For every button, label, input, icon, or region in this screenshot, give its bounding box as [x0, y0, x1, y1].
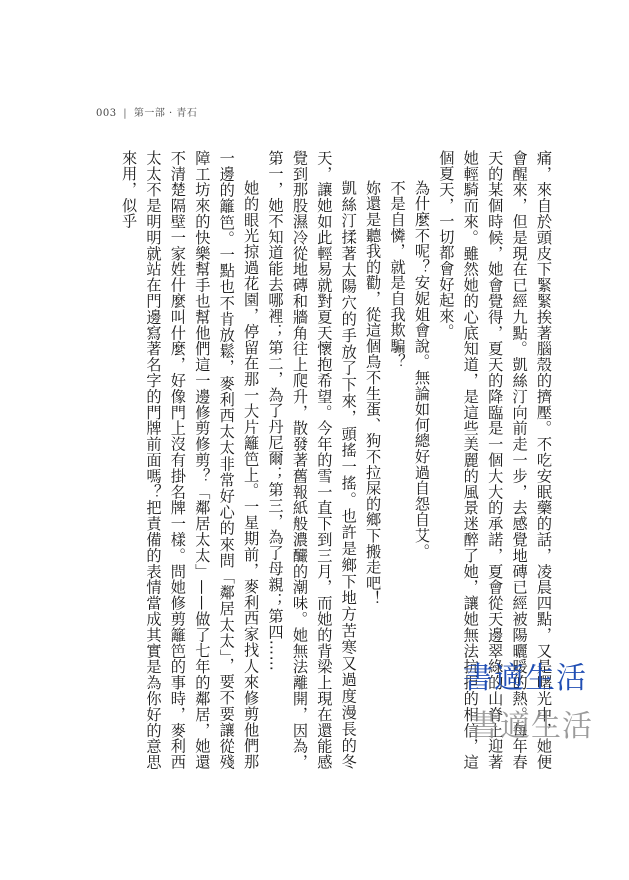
watermark-secondary: 書適生活: [469, 709, 593, 744]
chapter-title: 青石: [176, 108, 198, 119]
header-dot: ·: [169, 108, 173, 119]
header-separator: |: [123, 108, 128, 119]
part-title: 第一部: [133, 108, 166, 119]
paragraph-4: 妳還是聽我的勸，從這個鳥不生蛋、狗不拉屎的鄉下搬走吧！: [364, 180, 383, 607]
paragraph-3: 不是自憐，就是自我欺騙？: [388, 180, 407, 370]
watermark-primary: 書適生活: [463, 661, 587, 696]
page-number: 003: [96, 108, 117, 119]
paragraph-6: 她的眼光掠過花園，停留在那一大片籬笆上。一星期前，麥利西家找人來修剪他們那一邊的籬笆。一點也不肯放鬆，麥利西太太非常好心的來問「鄰居太太」，要不要讓從殘障工坊來的快樂幫手也幫他們這一邊修剪修剪？「鄰居太太」——做了七年的鄰居，她還不清楚隔壁一家姓什麼叫什麼，好像門上沒有掛名牌一樣。問她修剪籬笆的事時，麥利西太太不是明明就站在門邊寫著名字的門牌前面嗎？把責備的表情當成其實是為你好的意思來用，似乎: [120, 150, 261, 770]
paragraph-2: 為什麼不呢？安妮姐會說。無論如何總好過自怨自艾。: [412, 180, 431, 560]
running-header: [96, 104, 197, 119]
paragraph-5: 凱絲汀揉著太陽穴的手放了下來，頭搖一搖。也許是鄉下地方苦寒又過度漫長的冬天，讓她如此輕易就對夏天懷抱希望。今年的雪一直下到三月，而她的背梁上現在還能感覺到那股濕冷從地磚和牆角往上爬升，散發著舊報紙般濃釅的潮味。她無法離開，因為，第一，她不知道能去哪裡；第二，為了丹尼爾；第三，為了母親；第四……: [266, 150, 358, 770]
paragraph-1: 痛，來自於頭皮下緊緊挨著腦殼的擠壓。不吃安眠藥的話，凌晨四點，又是曙光中，她便會醒來，但是現在已經九點。凱絲汀向前走一步，去感覺地磚已經被陽曬暖的熱。每年春天的某個時候，她會覺得，夏天的降臨是一個大大的承諾，夏會從天邊翠綠的山脊上迎著她輕騎而來。雖然她的心底知道，是這些美麗的風景迷醉了她，讓她無法抗拒的相信，這個夏天，一切都會好起來。: [437, 150, 553, 770]
